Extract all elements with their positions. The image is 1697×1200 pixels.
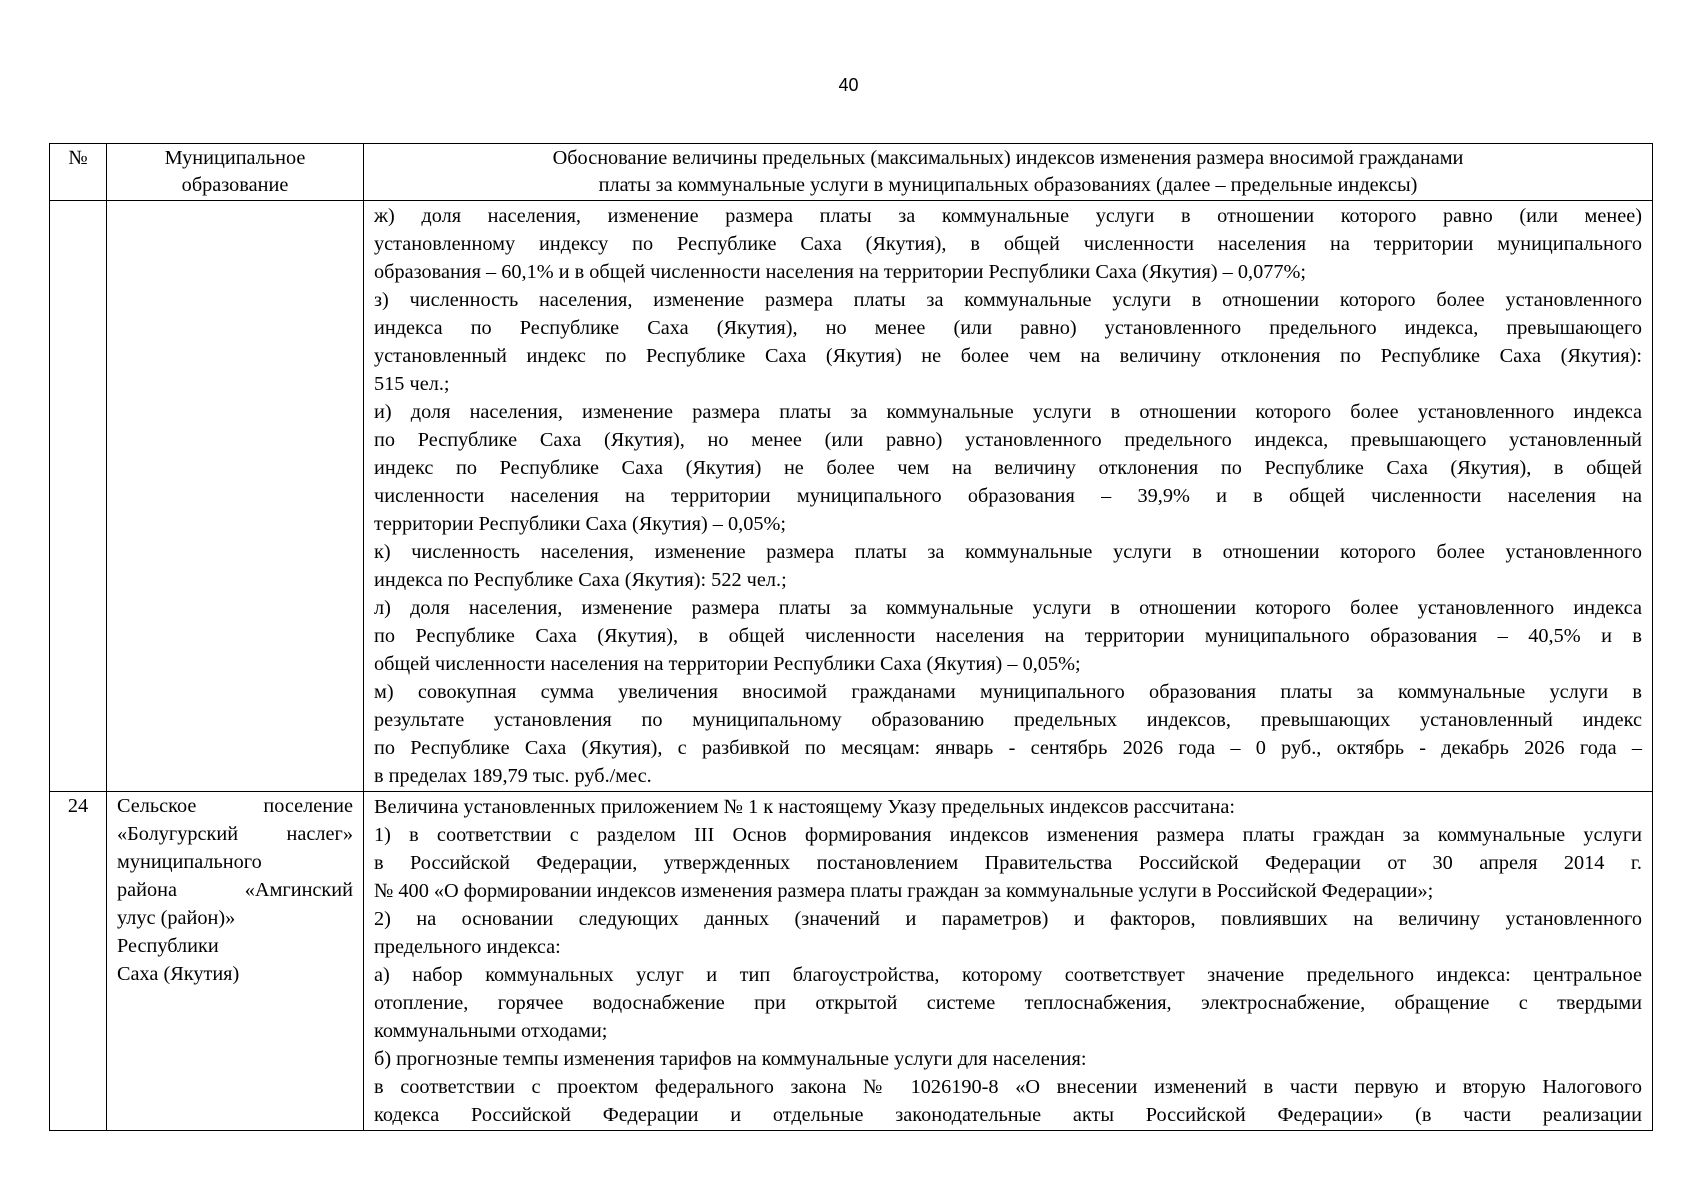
header-justification-line: платы за коммунальные услуги в муниципальных образованиях (далее – предельные индексы) xyxy=(598,174,1418,196)
text-line: индекса по Республике Саха (Якутия): 522 чел.; xyxy=(374,569,787,591)
text-line: 2) на основании следующих данных (значений и параметров) и факторов, повлиявших на величину установленного xyxy=(374,908,1642,930)
table-row xyxy=(50,792,1653,1131)
header-justification xyxy=(364,144,1653,201)
text-line: индекс по Республике Саха (Якутия) не более чем на величину отклонения по Республике Саха (Якутия), в общей xyxy=(374,457,1642,479)
text-line: численности населения на территории муниципального образования – 39,9% и в общей численности населения на xyxy=(374,485,1642,507)
text-line: предельного индекса: xyxy=(374,936,561,958)
page-number: 40 xyxy=(838,75,859,95)
table-row xyxy=(50,201,1653,792)
text-line: кодекса Российской Федерации и отдельные законодательные акты Российской Федерации» (в части реализации xyxy=(374,1104,1642,1126)
header-municipality xyxy=(107,144,364,201)
text-line: 515 чел.; xyxy=(374,373,450,395)
text-line: Величина установленных приложением № 1 к настоящему Указу предельных индексов рассчитана: xyxy=(374,796,1236,818)
text-line: в соответствии с проектом федерального закона № 1026190-8 «О внесении изменений в части первую и вторую Налогового xyxy=(374,1076,1642,1098)
text-line: в пределах 189,79 тыс. руб./мес. xyxy=(374,765,652,787)
text-line: и) доля населения, изменение размера платы за коммунальные услуги в отношении которого более установленного индекса xyxy=(374,401,1642,423)
text-line: 1) в соответствии с разделом III Основ формирования индексов изменения размера платы граждан за коммунальные услуги xyxy=(374,824,1642,846)
header-justification-line: Обоснование величины предельных (максимальных) индексов изменения размера вносимой гражданами xyxy=(552,147,1464,169)
row-justification xyxy=(364,792,1653,1131)
row-municipality xyxy=(107,792,364,1131)
municipality-line: улус (район)» xyxy=(117,907,236,929)
text-line: отопление, горячее водоснабжение при открытой системе теплоснабжения, электроснабжение, обращение с твердыми xyxy=(374,992,1642,1014)
text-line: в Российской Федерации, утвержденных постановлением Правительства Российской Федерации от 30 апреля 2014 г. xyxy=(374,852,1642,874)
municipality-line: муниципального xyxy=(117,851,262,873)
text-line: з) численность населения, изменение размера платы за коммунальные услуги в отношении которого более установленного xyxy=(374,289,1642,311)
justification-table xyxy=(49,143,1653,1131)
municipality-line: района «Амгинский xyxy=(117,879,353,901)
municipality-line: Республики xyxy=(117,935,219,957)
row-justification xyxy=(364,201,1653,792)
text-line: по Республике Саха (Якутия), в общей численности населения на территории муниципального образования – 40,5% и в xyxy=(374,625,1642,647)
text-line: а) набор коммунальных услуг и тип благоустройства, которому соответствует значение предельного индекса: центральное xyxy=(374,964,1642,986)
municipality-line: «Болугурский наслег» xyxy=(117,823,353,845)
text-line: общей численности населения на территории Республики Саха (Якутия) – 0,05%; xyxy=(374,653,1081,675)
text-line: территории Республики Саха (Якутия) – 0,05%; xyxy=(374,513,787,535)
text-line: результате установления по муниципальному образованию предельных индексов, превышающих установленный индекс xyxy=(374,709,1642,731)
text-line: № 400 «О формировании индексов изменения размера платы граждан за коммунальные услуги в Российской Федерации»; xyxy=(374,880,1434,902)
row-number xyxy=(50,201,107,792)
text-line: образования – 60,1% и в общей численности населения на территории Республики Саха (Якутия) – 0,077%; xyxy=(374,261,1307,283)
row-municipality xyxy=(107,201,364,792)
text-line: по Республике Саха (Якутия), с разбивкой по месяцам: январь - сентябрь 2026 года – 0 руб., октябрь - декабрь 2026 года – xyxy=(374,737,1642,759)
text-line: коммунальными отходами; xyxy=(374,1020,608,1042)
header-municipality-line: Муниципальное xyxy=(164,147,306,169)
municipality-line: Саха (Якутия) xyxy=(117,963,240,985)
text-line: индекса по Республике Саха (Якутия), но менее (или равно) установленного предельного индекса, превышающего xyxy=(374,317,1642,339)
text-line: установленному индексу по Республике Саха (Якутия), в общей численности населения на территории муниципального xyxy=(374,233,1642,255)
text-line: ж) доля населения, изменение размера платы за коммунальные услуги в отношении которого равно (или менее) xyxy=(374,205,1642,227)
text-line: к) численность населения, изменение размера платы за коммунальные услуги в отношении которого более установленного xyxy=(374,541,1642,563)
text-line: по Республике Саха (Якутия), но менее (или равно) установленного предельного индекса, превышающего установленный xyxy=(374,429,1642,451)
text-line: м) совокупная сумма увеличения вносимой гражданами муниципального образования платы за коммунальные услуги в xyxy=(374,681,1642,703)
table-header-row xyxy=(50,144,1653,201)
text-line: установленный индекс по Республике Саха (Якутия) не более чем на величину отклонения по Республике Саха (Якутия): xyxy=(374,345,1642,367)
text-line: л) доля населения, изменение размера платы за коммунальные услуги в отношении которого более установленного индекса xyxy=(374,597,1642,619)
text-line: б) прогнозные темпы изменения тарифов на коммунальные услуги для населения: xyxy=(374,1048,1087,1070)
header-number: № xyxy=(50,144,107,201)
header-municipality-line: образование xyxy=(181,174,289,196)
municipality-line: Сельское поселение xyxy=(117,795,353,817)
row-number: 24 xyxy=(50,792,107,1131)
